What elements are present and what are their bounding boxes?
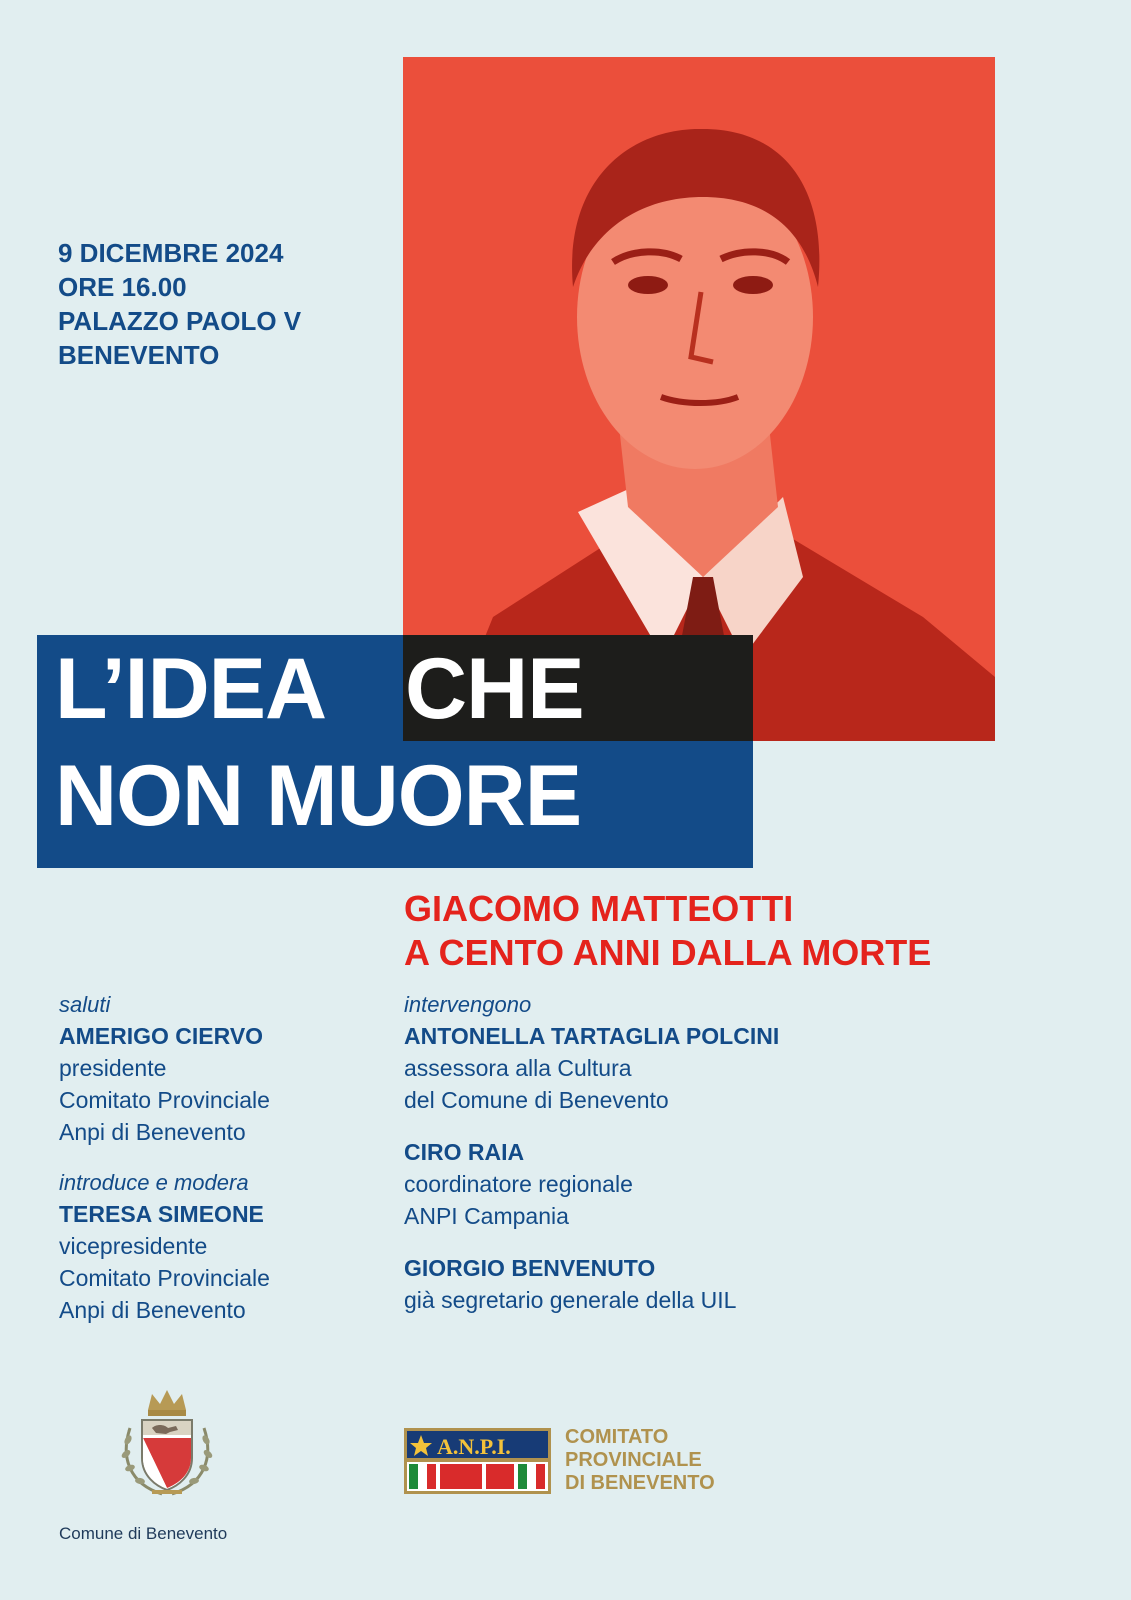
- speaker-desc: presidente: [59, 1055, 167, 1081]
- event-info: [58, 236, 301, 372]
- speaker-name: AMERIGO CIERVO: [59, 1023, 264, 1049]
- left-column: [59, 990, 379, 1326]
- right-column: [404, 990, 1104, 1316]
- title-word-idea: L’IDEA: [55, 641, 327, 737]
- anpi-committee-line: PROVINCIALE: [565, 1449, 702, 1471]
- speaker-block: [404, 1252, 1104, 1316]
- anpi-committee-line: COMITATO: [565, 1426, 669, 1448]
- event-city: BENEVENTO: [58, 340, 220, 370]
- speaker-desc: già segretario generale della UIL: [404, 1287, 737, 1313]
- speaker-name: CIRO RAIA: [404, 1139, 525, 1165]
- speaker-desc: assessora alla Cultura: [404, 1055, 632, 1081]
- anpi-logo-icon: [404, 1428, 551, 1494]
- speaker-name: TERESA SIMEONE: [59, 1201, 264, 1227]
- speaker-desc: vicepresidente: [59, 1233, 208, 1259]
- event-date: 9 DICEMBRE 2024: [58, 238, 284, 268]
- speaker-name: ANTONELLA TARTAGLIA POLCINI: [404, 1023, 780, 1049]
- moderator-block: [59, 1168, 379, 1326]
- speaker-desc: Comitato Provinciale: [59, 1087, 270, 1113]
- subtitle: [404, 887, 931, 975]
- speaker-desc: ANPI Campania: [404, 1203, 569, 1229]
- title-word-che: CHE: [405, 641, 584, 737]
- role-label: saluti: [59, 992, 111, 1017]
- speaker-desc: Anpi di Benevento: [59, 1297, 246, 1323]
- event-venue: PALAZZO PAOLO V: [58, 306, 302, 336]
- speaker-block: [404, 1020, 1104, 1116]
- anpi-committee-line: DI BENEVENTO: [565, 1472, 715, 1494]
- event-time: ORE 16.00: [58, 272, 187, 302]
- anpi-committee-text: [565, 1426, 715, 1495]
- comune-label: Comune di Benevento: [59, 1524, 228, 1543]
- anpi-logo-text: A.N.P.I.: [437, 1434, 511, 1459]
- speaker-desc: del Comune di Benevento: [404, 1087, 669, 1113]
- speaker-desc: Comitato Provinciale: [59, 1265, 270, 1291]
- speaker-desc: Anpi di Benevento: [59, 1119, 246, 1145]
- title-line-2: NON MUORE: [55, 748, 582, 844]
- subtitle-line-1: GIACOMO MATTEOTTI: [404, 888, 794, 929]
- speaker-block: [404, 1136, 1104, 1232]
- comune-crest-icon: [112, 1388, 222, 1506]
- speaker-name: GIORGIO BENVENUTO: [404, 1255, 656, 1281]
- role-label: intervengono: [404, 992, 532, 1017]
- speaker-desc: coordinatore regionale: [404, 1171, 633, 1197]
- title-block: [37, 635, 753, 868]
- saluti-block: [59, 990, 379, 1148]
- role-label: introduce e modera: [59, 1170, 249, 1195]
- subtitle-line-2: A CENTO ANNI DALLA MORTE: [404, 932, 932, 973]
